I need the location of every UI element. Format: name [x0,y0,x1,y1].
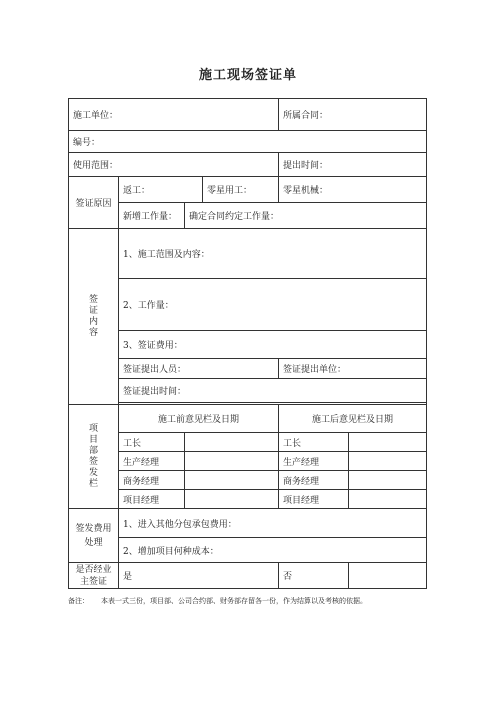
row-content-3 [69,331,427,359]
foreman-sign-before[interactable] [185,433,279,452]
production-manager-sign-after[interactable] [349,452,427,471]
new-work-field[interactable]: 新增工作量： [119,203,185,229]
row-reason-1 [69,177,427,203]
production-manager-label-after: 生产经理 [279,452,349,471]
after-opinion-header: 施工后意见栏及日期 [279,405,427,433]
footnote-text: 本表一式三份，项目部、公司合约部、财务部存留各一份，作为结算以及考核的依据。 [101,597,367,605]
signoff-label: 项 目 部 签 发 栏 [69,405,119,509]
foreman-label-after: 工长 [279,433,349,452]
workload-field[interactable]: 2、工作量： [119,279,427,331]
contract-field[interactable]: 所属合同： [279,99,427,131]
casual-labor-field[interactable]: 零星用工： [203,177,279,203]
submitter-field[interactable]: 签证提出人员： [119,359,279,379]
row-scope [69,153,427,177]
business-manager-label-after: 商务经理 [279,471,349,490]
row-expense-1 [69,509,427,538]
project-manager-label-before: 项目经理 [119,490,185,509]
submit-time-field[interactable]: 提出时间： [279,153,427,177]
number-field[interactable]: 编号： [69,131,427,153]
business-manager-sign-before[interactable] [185,471,279,490]
expense-label: 签发费用 处理 [69,509,119,563]
owner-sign-blank[interactable] [349,563,427,589]
business-manager-sign-after[interactable] [349,471,427,490]
footnote [68,596,367,606]
row-foreman [69,433,427,452]
scope-field[interactable]: 使用范围： [69,153,279,177]
owner-sign-label: 是否经业 主签证 [69,563,119,589]
row-unit [69,99,427,131]
submit-unit-field[interactable]: 签证提出单位： [279,359,427,379]
project-manager-sign-before[interactable] [185,490,279,509]
row-business-manager [69,471,427,490]
row-number [69,131,427,153]
row-content-5 [69,379,427,403]
business-manager-label-before: 商务经理 [119,471,185,490]
production-manager-sign-before[interactable] [185,452,279,471]
confirm-work-field[interactable]: 确定合同约定工作量： [185,203,427,229]
added-cost-field[interactable]: 2、增加项目何种成本： [119,538,427,563]
foreman-label-before: 工长 [119,433,185,452]
construction-unit-field[interactable]: 施工单位： [69,99,279,131]
production-manager-label-before: 生产经理 [119,452,185,471]
foreman-sign-after[interactable] [349,433,427,452]
owner-sign-no[interactable]: 否 [279,563,349,589]
page-title: 施工现场签证单 [198,68,297,83]
reason-label: 签证原因 [69,177,119,229]
content-label: 签 证 内 容 [69,229,119,405]
visa-form-table [68,98,427,589]
row-expense-2 [69,538,427,563]
row-signoff-header [69,405,427,433]
footnote-label: 备注： [68,597,89,605]
project-manager-sign-after[interactable] [349,490,427,509]
submit-time-visa-field[interactable]: 签证提出时间： [119,379,427,403]
row-production-manager [69,452,427,471]
rework-field[interactable]: 返工： [119,177,203,203]
row-project-manager [69,490,427,509]
subcontract-cost-field[interactable]: 1、进入其他分包承包费用： [119,509,427,538]
project-manager-label-after: 项目经理 [279,490,349,509]
scope-content-field[interactable]: 1、施工范围及内容： [119,229,427,279]
row-reason-2 [69,203,427,229]
row-content-4 [69,359,427,379]
row-content-2 [69,279,427,331]
row-content-1 [69,229,427,279]
before-opinion-header: 施工前意见栏及日期 [119,405,279,433]
owner-sign-yes[interactable]: 是 [119,563,279,589]
row-owner-sign [69,563,427,589]
visa-cost-field[interactable]: 3、签证费用： [119,331,427,359]
casual-machine-field[interactable]: 零星机械： [279,177,427,203]
